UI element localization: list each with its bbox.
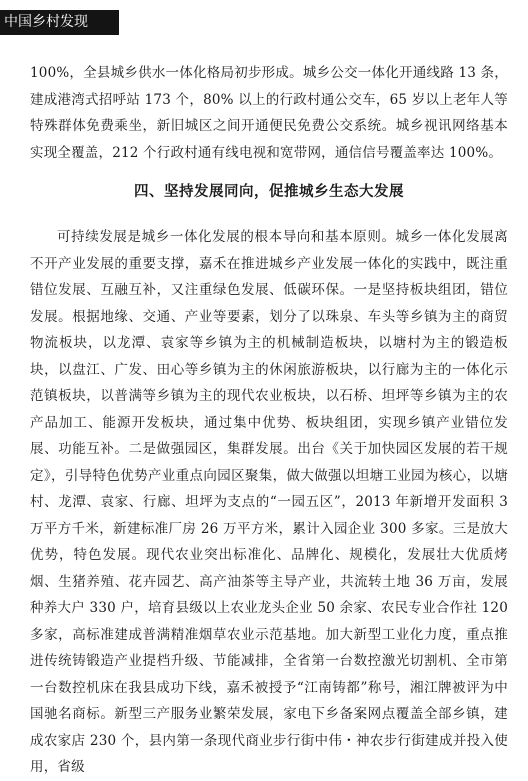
paragraph-sustainable-development: 可持续发展是城乡一体化发展的根本导向和基本原则。城乡一体化发展离不开产业发展的重要支撑，嘉禾在推进城乡产业发展一体化的实践中，既注重错位发展、互融互补，又注重绿色发展、低碳环保。一是坚持板块组团，错位发展。根据地缘、交通、产业等要素，划分了以珠泉、车头等乡镇为主的商贸物流板块，以龙潭、袁家等乡镇为主的机械制造板块，以塘村为主的锻造板块，以盘江、广发、田心等乡镇为主的休闲旅游板块，以行廊为主的一体化示范镇板块，以普满等乡镇为主的现代农业板块，以石桥、坦坪等乡镇为主的农产品加工、能源开发板块，通过集中优势、板块组团，实现乡镇产业错位发展、功能互补。二是做强园区，集群发展。出台《关于加快园区发展的若干规定》，引导特色优势产业重点向园区聚集，做大做强以坦塘工业园为核心，以塘村、龙潭、袁家、行廊、坦坪为支点的“一园五区”，2013 年新增开发面积 3 万平方千米，新建标准厂房 26 万平方米，累计入园企业 300 多家。三是放大优势，特色发展。现代农业突出标准化、品牌化、规模化，发展壮大优质烤烟、生猪养殖、花卉园艺、高产油茶等主导产业，共流转土地 36 万亩，发展种养大户 330 户，培育县级以上农业龙头企业 50 余家、农民专业合作社 120 多家，高标准建成普满精准烟草农业示范基地。加大新型工业化力度，重点推进传统铸锻造产业提档升级、节能减排，全省第一台数控激光切割机、全市第一台数控机床在我县成功下线，嘉禾被授予“江南铸都”称号，湘江牌被评为中国驰名商标。新型三产服务业繁荣发展，家电下乡备案网点覆盖全部乡镇，建成农家店 230 个，县内第一条现代商业步行街中伟・神农步行街建成并投入使用，省级 <box>30 229 508 775</box>
paragraph-continued: 100%，全县城乡供水一体化格局初步形成。城乡公交一体化开通线路 13 条，建成港湾式招呼站 173 个，80% 以上的行政村通公交车，65 岁以上老年人等特殊群体免费乘坐，新旧城区之间开通便民免费公交系统。城乡视讯网络基本实现全覆盖，212 个行政村通有线电视和宽带网，通信信号覆盖率达 100%。 <box>30 65 508 161</box>
section-heading: 四、坚持发展同向，促推城乡生态大发展 <box>134 184 404 200</box>
section-header-tag: 中国乡村发现 <box>0 10 119 35</box>
article-body <box>30 60 508 781</box>
